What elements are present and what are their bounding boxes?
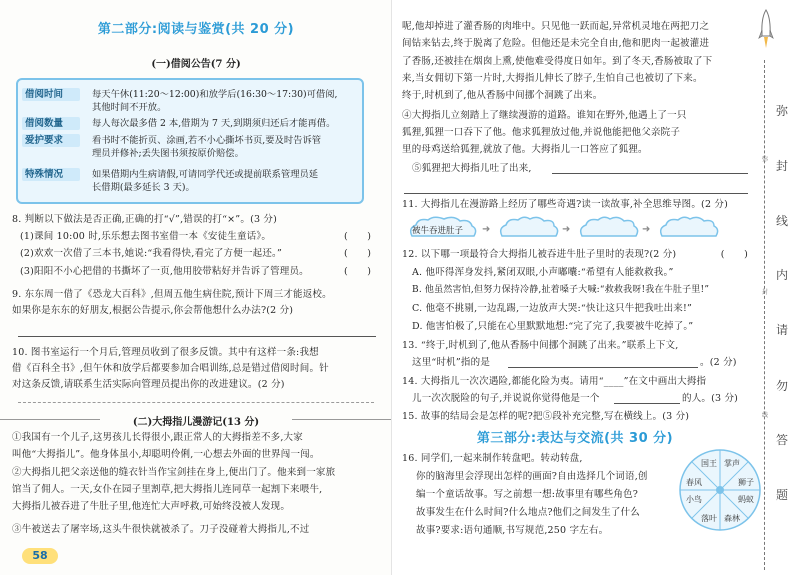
wheel-word: 落叶 <box>701 514 717 523</box>
left-page <box>0 0 392 575</box>
arrow-icon: ➜ <box>642 224 651 235</box>
notice-label: 爱护要求 <box>22 134 80 147</box>
seal-line-sidebar <box>750 0 800 575</box>
wheel-word: 蚂蚁 <box>738 495 754 504</box>
arrow-icon: ➜ <box>562 224 571 235</box>
question-10-line1: 10. 图书室运行一个月后,管理员收到了很多反馈。其中有这样一条:我想 <box>12 347 319 358</box>
notice-text: 每天午休(11:20～12:00)和放学后(16:30～17:30)可借阅, <box>92 89 338 100</box>
answer-paren[interactable]: ( ) <box>720 249 748 260</box>
question-16: 16. 同学们,一起来制作转盘吧。转动转盘, <box>402 453 583 464</box>
option-c[interactable]: C. 他毫不挑剔,一边乱踢,一边放声大哭:“快让这只牛把我吐出来!” <box>412 303 693 314</box>
notice-row-special <box>22 168 362 198</box>
section2-title: 第二部分:阅读与鉴赏(共 20 分) <box>97 22 295 37</box>
question-12: 12. 以下哪一项最符合大拇指儿被吞进牛肚子里时的表现?(2 分) <box>402 249 677 260</box>
story-paragraph: 终于,时机到了,他从香肠中间挪个洞跳了出来。 <box>402 90 603 101</box>
seal-char: 内 <box>776 268 789 282</box>
wheel-word: 狮子 <box>738 478 754 487</box>
notice-text: 长借期(最多延长 3 天)。 <box>92 182 195 193</box>
question-8-2: (2)欢欢一次借了三本书,她说:“我看得快,看完了方便一起还。” <box>20 248 283 259</box>
option-a[interactable]: A. 他吓得浑身发抖,紧闭双眼,小声嘟囔:“希望有人能救救我。” <box>412 267 674 278</box>
page-number: 58 <box>22 548 58 564</box>
notice-label: 特殊情况 <box>22 168 80 181</box>
question-10-line3: 对这条反馈,请联系生活实际向管理员提出你的改进建议。(2 分) <box>12 379 285 390</box>
story-paragraph: ④大拇指儿立刻踏上了继续漫游的道路。谁知在野外,他遇上了一只 <box>402 110 687 121</box>
question-13-line2: 这里“时机”指的是 <box>412 357 491 368</box>
answer-line[interactable] <box>508 367 698 368</box>
story-paragraph: 间钻来钻去,终于脱离了危险。但他还是未完全自由,他和肥肉一起被灌进 <box>402 38 710 49</box>
seal-char: 答 <box>776 433 789 447</box>
question-13-score: 。(2 分) <box>700 357 737 368</box>
notice-text: 看书时不能折页、涂画,若不小心撕坏书页,要及时告诉管 <box>92 135 322 146</box>
story-paragraph: 狐狸,狐狸一口吞下了他。他求狐狸放过他,并说他能把他父亲院子 <box>402 127 681 138</box>
mindmap-cloud[interactable] <box>576 214 640 242</box>
question-14-line1: 14. 大拇指儿一次次遇险,都能化险为夷。请用“____”在文中画出大拇指 <box>402 376 707 387</box>
story-paragraph: 大拇指儿被吞进了牛肚子里,他连忙大声呼救,可始终没被人发现。 <box>12 501 291 512</box>
story-paragraph: 来,当女佣切下第一片时,大拇指儿伸长了脖子,生怕自己也被切了下来。 <box>402 73 703 84</box>
notice-label: 借阅时间 <box>22 88 80 101</box>
notice-row-time <box>22 88 362 116</box>
question-14-line3: 的人。(3 分) <box>682 393 739 404</box>
question-13-line1: 13. “终于,时机到了,他从香肠中间挪个洞跳了出来。”联系上下文, <box>402 340 679 351</box>
question-10-line2: 借《百科全书》,但午休和放学后都要参加合唱训练,总是错过借阅时间。针 <box>12 363 329 374</box>
rocket-icon <box>758 8 774 54</box>
wheel-word: 春风 <box>686 478 702 487</box>
story-paragraph: ①我国有一个儿子,这男孩儿长得很小,跟正常人的大拇指差不多,大家 <box>12 432 303 443</box>
question-16: 故事?要求:语句通顺,书写规范,250 字左右。 <box>416 525 609 536</box>
story-paragraph: 呢,他却掉进了灌香肠的肉堆中。只见他一跃而起,异常机灵地在两把刀之 <box>402 21 710 32</box>
seal-mini-char: 封 <box>762 289 769 296</box>
story-paragraph: ⑤狐狸把大拇指儿吐了出来, <box>412 163 532 174</box>
arrow-icon: ➜ <box>482 224 491 235</box>
option-d[interactable]: D. 他害怕极了,只能在心里默默地想:“完了完了,我要被牛吃掉了。” <box>412 321 694 332</box>
option-b[interactable]: B. 他虽然害怕,但努力保持冷静,扯着嗓子大喊:“救救我呀!我在牛肚子里!” <box>412 285 710 295</box>
answer-line[interactable] <box>404 193 748 194</box>
question-8-1: (1)课间 10:00 时,乐乐想去图书室借一本《安徒生童话》。 <box>20 231 272 242</box>
borrowing-notice-box <box>16 78 364 204</box>
answer-line[interactable] <box>552 173 748 174</box>
notice-subtitle: (一)借阅公告(7 分) <box>151 59 241 70</box>
answer-paren[interactable]: ( ) <box>344 248 372 259</box>
question-9-line2: 如果你是东东的好朋友,根据公告提示,你会帮他想什么办法?(2 分) <box>12 305 294 316</box>
question-9-line1: 9. 东东周一借了《恐龙大百科》,但周五他生病住院,预计下周三才能返校。 <box>12 289 332 300</box>
answer-paren[interactable]: ( ) <box>344 266 372 277</box>
story-paragraph: 了香肠,还被挂在烟囱上熏,使他难受得度日如年。到了冬天,香肠被取了下 <box>402 56 713 67</box>
story-paragraph: 里的母鸡送给狐狸,就放了他。大拇指儿一口答应了狐狸。 <box>402 144 648 155</box>
answer-line[interactable] <box>18 402 374 403</box>
seal-line <box>764 60 765 570</box>
question-8-3: (3)阳阳不小心把借的书撕坏了一页,他用胶带粘好并告诉了管理员。 <box>20 266 309 277</box>
question-16: 编一个童话故事。写之前想一想:故事里有哪些角色? <box>416 489 639 500</box>
notice-label: 借阅数量 <box>22 117 80 130</box>
seal-char: 请 <box>776 323 789 337</box>
answer-line[interactable] <box>614 403 680 404</box>
notice-row-care <box>22 134 362 164</box>
story-paragraph: ③牛被送去了屠宰场,这头牛很快就被杀了。刀子没碰着大拇指儿,不过 <box>12 524 310 535</box>
question-16: 故事发生在什么时间?什么地点?他们之间发生了什么 <box>416 507 640 518</box>
question-14-line2: 儿一次次脱险的句子,并说说你觉得他是一个 <box>412 393 600 404</box>
seal-mini-char: 线 <box>762 412 769 419</box>
mindmap-cloud[interactable] <box>656 214 720 242</box>
section3-title: 第三部分:表达与交流(共 30 分) <box>476 431 674 446</box>
notice-text: 理员并修补;丢失图书须按原价赔偿。 <box>92 148 244 159</box>
wheel-word: 小鸟 <box>686 495 702 504</box>
answer-paren[interactable]: ( ) <box>344 231 372 242</box>
wheel-word: 掌声 <box>724 459 740 468</box>
seal-char: 弥 <box>776 104 789 118</box>
seal-char: 勿 <box>776 379 789 393</box>
right-page <box>392 0 800 575</box>
story-paragraph: 叫他“大拇指儿”。他身体虽小,却聪明伶俐,一心想去外面的世界闯一闯。 <box>12 449 320 460</box>
story-subtitle: (二)大拇指儿漫游记(13 分) <box>96 413 296 428</box>
answer-line[interactable] <box>18 336 376 337</box>
story-paragraph: ②大拇指儿把父亲送他的缝衣针当作宝剑挂在身上,便出门了。他来到一家旅 <box>12 467 336 478</box>
seal-mini-char: 弥 <box>762 156 769 163</box>
question-8: 8. 判断以下做法是否正确,正确的打“√”,错误的打“×”。(3 分) <box>12 214 278 225</box>
notice-text: 每人每次最多借 2 本,借期为 7 天,到期须归还后才能再借。 <box>92 118 336 129</box>
story-paragraph: 馆当了佣人。一天,女仆在园子里割草,把大拇指儿连同草一起割下来喂牛, <box>12 484 323 495</box>
mindmap-cloud[interactable] <box>496 214 560 242</box>
notice-text: 其他时间不开放。 <box>92 102 167 113</box>
seal-char: 题 <box>776 488 789 502</box>
wheel-word: 森林 <box>724 514 740 523</box>
question-15: 15. 故事的结局会是怎样的呢?把⑤段补充完整,写在横线上。(3 分) <box>402 411 690 422</box>
seal-char: 封 <box>776 159 789 173</box>
question-16: 你的脑海里会浮现出怎样的画面?自由选择几个词语,创 <box>416 471 648 482</box>
mindmap-cloud-text: 被牛吞进肚子 <box>412 226 464 236</box>
notice-text: 如果借期内生病请假,可请同学代还或提前联系管理员延 <box>92 169 319 180</box>
seal-char: 线 <box>776 214 789 228</box>
wheel-word: 国王 <box>701 459 717 468</box>
notice-row-quantity <box>22 117 362 133</box>
question-11: 11. 大拇指儿在漫游路上经历了哪些奇遇?读一读故事,补全思维导图。(2 分) <box>402 199 729 210</box>
